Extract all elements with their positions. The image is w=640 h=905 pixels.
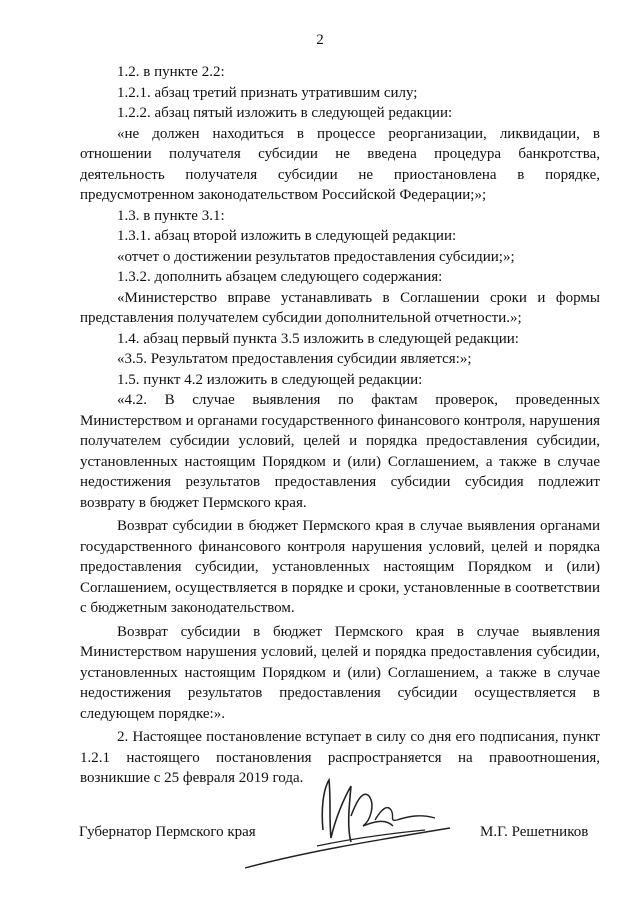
paragraph: «4.2. В случае выявления по фактам проверок, проведенных Министерством и органами государственного финансового контроля, нарушения получателем субсидии условий, целей и порядка предоставления субсидии, установленных настоящим Порядком и (или) Соглашением, а также в случае недостижения результатов предоставления субсидии субсидия подлежит возврату в бюджет Пермского края. bbox=[80, 392, 600, 511]
paragraph: Возврат субсидии в бюджет Пермского края в случае выявления органами государственного финансового контроля нарушения условий, целей и порядка предоставления субсидии, установленных настоящим Порядком и (или) Соглашением, осуществляется в порядке и сроки, установленные в соответствии с бюджетным законодательством. bbox=[80, 518, 600, 616]
signatory-name: М.Г. Решетников bbox=[480, 824, 589, 840]
signatory-title: Губернатор Пермского края bbox=[79, 824, 256, 840]
paragraph: 1.3. в пункте 3.1: bbox=[117, 207, 225, 224]
paragraph: 1.2.2. абзац пятый изложить в следующей редакции: bbox=[117, 105, 453, 121]
paragraph: Возврат субсидии в бюджет Пермского края в случае выявления Министерством нарушения условий, целей и порядка предоставления субсидии, установленных настоящим Порядком и (или) Соглашением, а также в случае недостижения результатов предоставления субсидии осуществляется в следующем порядке:». bbox=[80, 623, 600, 722]
paragraph: «Министерство вправе устанавливать в Соглашении сроки и формы представления получателем субсидии дополнительной отчетности.»; bbox=[80, 289, 600, 326]
paragraph: 1.2. в пункте 2.2: bbox=[117, 64, 225, 80]
page-number: 2 bbox=[316, 32, 324, 48]
paragraph: 1.4. абзац первый пункта 3.5 изложить в следующей редакции: bbox=[117, 330, 519, 347]
paragraph: 1.3.2. дополнить абзацем следующего содержания: bbox=[117, 269, 443, 285]
paragraph: 1.3.1. абзац второй изложить в следующей редакции: bbox=[117, 228, 457, 244]
paragraph: «3.5. Результатом предоставления субсидии является:»; bbox=[117, 351, 472, 367]
paragraph: 1.5. пункт 4.2 изложить в следующей редакции: bbox=[117, 371, 423, 388]
paragraph: 1.2.1. абзац третий признать утратившим силу; bbox=[117, 84, 418, 101]
paragraph: «не должен находиться в процессе реорганизации, ликвидации, в отношении получателя субсидии не введена процедура банкротства, деятельность получателя субсидии не приостановлена в порядке, предусмотренном законодательством Российской Федерации;»; bbox=[80, 125, 600, 203]
paragraph: «отчет о достижении результатов предоставления субсидии;»; bbox=[117, 248, 515, 265]
handwritten-signature bbox=[225, 760, 465, 880]
paragraph: 2. Настоящее постановление вступает в силу со дня его подписания, пункт 1.2.1 настоящего постановления распространяется на правоотношения, возникшие с 25 февраля 2019 года. bbox=[80, 729, 600, 786]
